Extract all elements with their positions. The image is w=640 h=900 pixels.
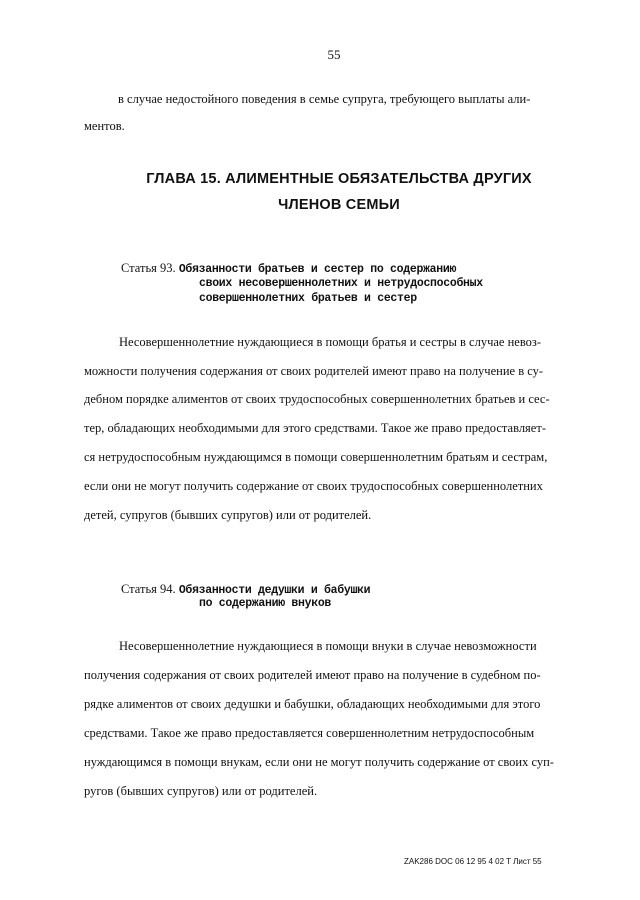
article-93-body-line-4: тер, обладающих необходимыми для этого средствами. Такое же право предоставляет-: [84, 421, 546, 435]
article-94-title-line-1: Обязанности дедушки и бабушки: [178, 584, 371, 597]
article-93-title-line-2: своих несовершеннолетних и нетрудоспособных: [199, 277, 483, 290]
article-93-prefix: Статья 93.: [121, 261, 179, 275]
article-93-heading: [121, 262, 456, 276]
article-94-body-line-1: Несовершеннолетние нуждающиеся в помощи внуки в случае невозможности: [119, 639, 537, 653]
chapter-title-line-2: ЧЛЕНОВ СЕМЬИ: [278, 197, 400, 213]
page-number: 55: [327, 47, 341, 62]
article-94-body-line-2: получения содержания от своих родителей имеют право на получение в судебном по-: [84, 668, 541, 682]
article-93-body-line-1: Несовершеннолетние нуждающиеся в помощи братья и сестры в случае невоз-: [119, 335, 541, 349]
article-94-prefix: Статья 94.: [121, 582, 179, 596]
article-94-heading: [121, 583, 370, 597]
intro-line-1: в случае недостойного поведения в семье супруга, требующего выплаты али-: [118, 92, 531, 106]
article-93-body-line-5: ся нетрудоспособным нуждающимся в помощи совершеннолетним братьям и сестрам,: [84, 450, 548, 464]
article-94-body-line-4: средствами. Такое же право предоставляется совершеннолетним нетрудоспособным: [84, 726, 535, 740]
article-93-body-line-6: если они не могут получить содержание от своих трудоспособных совершеннолетних: [84, 479, 543, 493]
article-93-body-line-7: детей, супругов (бывших супругов) или от родителей.: [84, 508, 372, 522]
article-93-title-line-3: совершеннолетних братьев и сестер: [199, 292, 417, 305]
article-94-body-line-6: ругов (бывших супругов) или от родителей.: [84, 784, 318, 798]
article-94-body-line-5: нуждающимся в помощи внукам, если они не могут получить содержание от своих суп-: [84, 755, 554, 769]
page-footer: ZAK286 DOC 06 12 95 4 02 T Лист 55: [404, 857, 542, 866]
article-93-title-line-1: Обязанности братьев и сестер по содержанию: [178, 263, 457, 276]
article-93-body-line-3: дебном порядке алиментов от своих трудоспособных совершеннолетних братьев и сес-: [84, 392, 550, 406]
article-94-title-line-2: по содержанию внуков: [199, 597, 332, 610]
intro-line-2: ментов.: [84, 119, 125, 133]
article-94-body-line-3: рядке алиментов от своих дедушки и бабушки, обладающих необходимыми для этого: [84, 697, 541, 711]
article-93-body-line-2: можности получения содержания от своих родителей имеют право на получение в су-: [84, 364, 544, 378]
chapter-title-line-1: ГЛАВА 15. АЛИМЕНТНЫЕ ОБЯЗАТЕЛЬСТВА ДРУГИХ: [146, 171, 532, 187]
